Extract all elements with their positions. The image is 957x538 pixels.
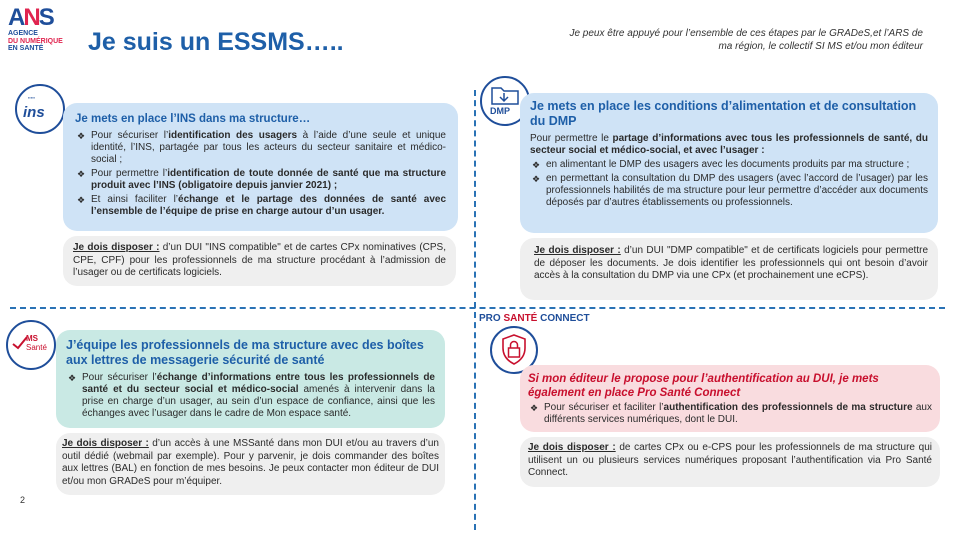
dmp-icon: DMP [480,76,530,126]
ins-icon: ▪▪▪▪▪ ins [15,84,65,134]
ans-logo-mark: ANS [8,4,53,31]
ins-bullets [75,130,446,218]
ins-title: Je mets en place l’INS dans ma structure… [75,113,311,125]
dispose-label: Je dois disposer : [62,438,149,449]
pro-sante-connect-logo: PRO SANTÉ CONNECT [479,313,590,324]
list-item: ❖ Pour sécuriser et faciliter l’authentification des professionnels de ma structure aux différents services numériques, dont le DUI. [530,402,932,425]
psc-title: Si mon éditeur le propose pour l’authentification au DUI, je mets également en place Pro Santé Connect [528,373,879,399]
mss-bullets [66,372,435,420]
mss-bubble [56,330,445,428]
dispose-label: Je dois disposer : [73,242,160,253]
ans-logo-line1: AGENCE [8,30,38,37]
ins-bubble [63,103,458,231]
page-number: 2 [20,495,26,505]
ins-dispose-box [63,236,456,286]
ans-logo-line2: DU NUMÉRIQUE [8,37,63,45]
mss-title: J’équipe les professionnels de ma structure avec des boîtes aux lettres de messagerie sécurité de santé [66,338,424,367]
dispose-text: de cartes CPx ou e-CPS pour les professionnels de ma structure qui utilisent un ou plusieurs services numériques proposant l’authentification via Pro Santé Connect. [528,442,933,478]
list-item: ❖ Pour sécuriser l’échange d’informations entre tous les professionnels de santé et du secteur social et médico-social amenés à intervenir dans la prise en charge d’un usager, au sein d’un espace de confiance, ainsi que les échanges avec l’usager dans le cadre de Mon espace santé. [68,372,435,419]
dispose-text: d’un accès à une MSSanté dans mon DUI et/ou au travers d’un outil dédié (webmail par exemple). Pour y parvenir, je dois commander des boîtes aux lettres (BAL) en fonction de mes besoins. Je peux contacter mon éditeur de DUI et/ou mon GRADeS pour m’équiper. [62,438,439,487]
dispose-text: d’un DUI "DMP compatible" et de certificats logiciels pour permettre de déposer les documents. Je dois identifier les professionnels qui ont besoin d’avoir accès à la consultation du DMP via une CPx (et prochainement une eCPS). [534,245,929,281]
list-item: ❖ en alimentant le DMP des usagers avec les documents produits par ma structure ; [532,159,910,170]
dmp-bubble [520,93,938,233]
dmp-dispose-box [520,238,938,300]
psc-bubble [520,365,940,432]
psc-bullets [528,402,932,426]
page-title: Je suis un ESSMS….. [88,28,344,56]
list-item: ❖ Pour sécuriser l’identification des usagers à l’aide d’une seule et unique identité, l’INS, partagée par tous les acteurs du secteur sanitaire et médico-social ; [77,130,446,165]
mss-dispose-box [56,433,445,495]
header-note: Je peux être appuyé pour l’ensemble de ces étapes par le GRADeS,et l’ARS de ma région, le collectif SI MS et/ou mon éditeur [569,28,923,52]
dmp-intro: Pour permettre le partage d’informations avec tous les professionnels de santé, du secteur social et médico-social, et avec l’usager : [530,133,928,156]
ans-logo-line3: EN SANTÉ [8,45,44,52]
list-item: ❖ Et ainsi faciliter l’échange et le partage des données de santé avec l’ensemble de l’équipe de prise en charge autour d’un usager. [77,194,446,217]
list-item: ❖ en permettant la consultation du DMP des usagers (avec l’accord de l’usager) par les professionnels habilités de ma structure pour leur permettre d’accéder aux documents déposés par d’autres établissements ou professionnels. [532,173,928,208]
horizontal-divider [10,307,945,309]
dmp-title: Je mets en place les conditions d’alimentation et de consultation du DMP [530,99,917,128]
dispose-text: d’un DUI "INS compatible" et de cartes CPx nominatives (CPS, CPE, CPF) pour les professionnels de ma structure procédant à l’admission de l’usager ou de certificats logiciels. [73,242,446,278]
psc-dispose-box [520,437,940,487]
mssante-icon: MS Santé [6,320,56,370]
vertical-divider [474,90,476,530]
list-item: ❖ Pour permettre l’identification de toute donnée de santé que ma structure produit avec l’INS (obligatoire depuis janvier 2021) ; [77,168,447,191]
dispose-label: Je dois disposer : [534,245,621,256]
dmp-bullets [530,159,928,209]
dispose-label: Je dois disposer : [528,442,616,453]
ans-logo [8,6,78,58]
